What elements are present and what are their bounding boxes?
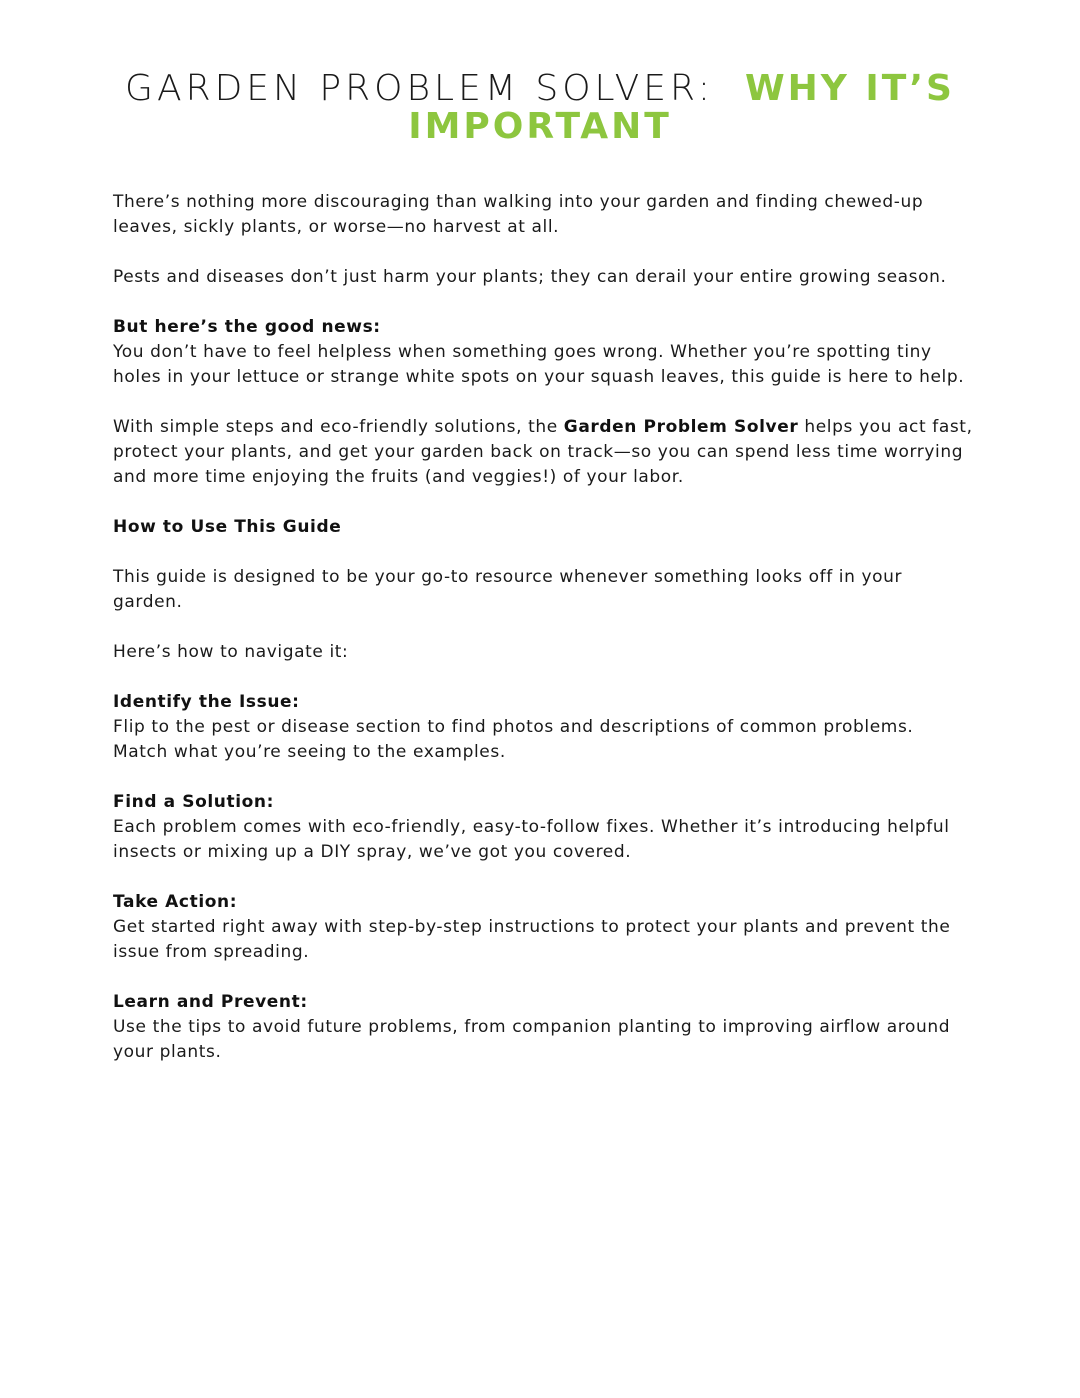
solver-paragraph (113, 415, 973, 490)
step-text: Each problem comes with eco-friendly, easy-to-follow fixes. Whether it’s introducing helpful insects or mixing up a DIY spray, we’ve got you covered. (113, 817, 950, 862)
good-news-block (113, 315, 973, 390)
solver-text-after: helps you act fast, protect your plants, and get your garden back on track—so you can spend less time worrying and more time enjoying the fruits (and veggies!) of your labor. (113, 417, 973, 487)
title-main: GARDEN PROBLEM SOLVER: (125, 68, 715, 109)
step-identify (113, 690, 973, 765)
solver-text-before: With simple steps and eco-friendly solutions, the (113, 417, 564, 437)
step-action (113, 890, 973, 965)
guide-paragraph: This guide is designed to be your go-to resource whenever something looks off in your garden. (113, 567, 903, 612)
body-content (113, 190, 973, 1090)
howto-heading (113, 515, 973, 540)
step-text: Get started right away with step-by-step instructions to protect your plants and prevent the issue from spreading. (113, 917, 951, 962)
howto-heading-text: How to Use This Guide (113, 517, 342, 537)
step-text: Flip to the pest or disease section to find photos and descriptions of common problems. Match what you’re seeing to the examples. (113, 717, 914, 762)
good-news-label: But here’s the good news: (113, 317, 381, 337)
navigate-paragraph: Here’s how to navigate it: (113, 642, 349, 662)
step-solution (113, 790, 973, 865)
title-accent: WHY IT’S IMPORTANT (408, 68, 955, 147)
step-label: Find a Solution: (113, 792, 275, 812)
page-title (60, 70, 1020, 146)
pests-paragraph: Pests and diseases don’t just harm your plants; they can derail your entire growing season. (113, 267, 947, 287)
step-label: Take Action: (113, 892, 238, 912)
step-prevent (113, 990, 973, 1065)
good-news-text: You don’t have to feel helpless when something goes wrong. Whether you’re spotting tiny holes in your lettuce or strange white spots on your squash leaves, this guide is here to help. (113, 342, 965, 387)
solver-bold-name: Garden Problem Solver (563, 417, 799, 437)
step-label: Identify the Issue: (113, 692, 300, 712)
step-label: Learn and Prevent: (113, 992, 308, 1012)
intro-paragraph: There’s nothing more discouraging than walking into your garden and finding chewed-up leaves, sickly plants, or worse—no harvest at all. (113, 192, 924, 237)
step-text: Use the tips to avoid future problems, from companion planting to improving airflow around your plants. (113, 1017, 951, 1062)
